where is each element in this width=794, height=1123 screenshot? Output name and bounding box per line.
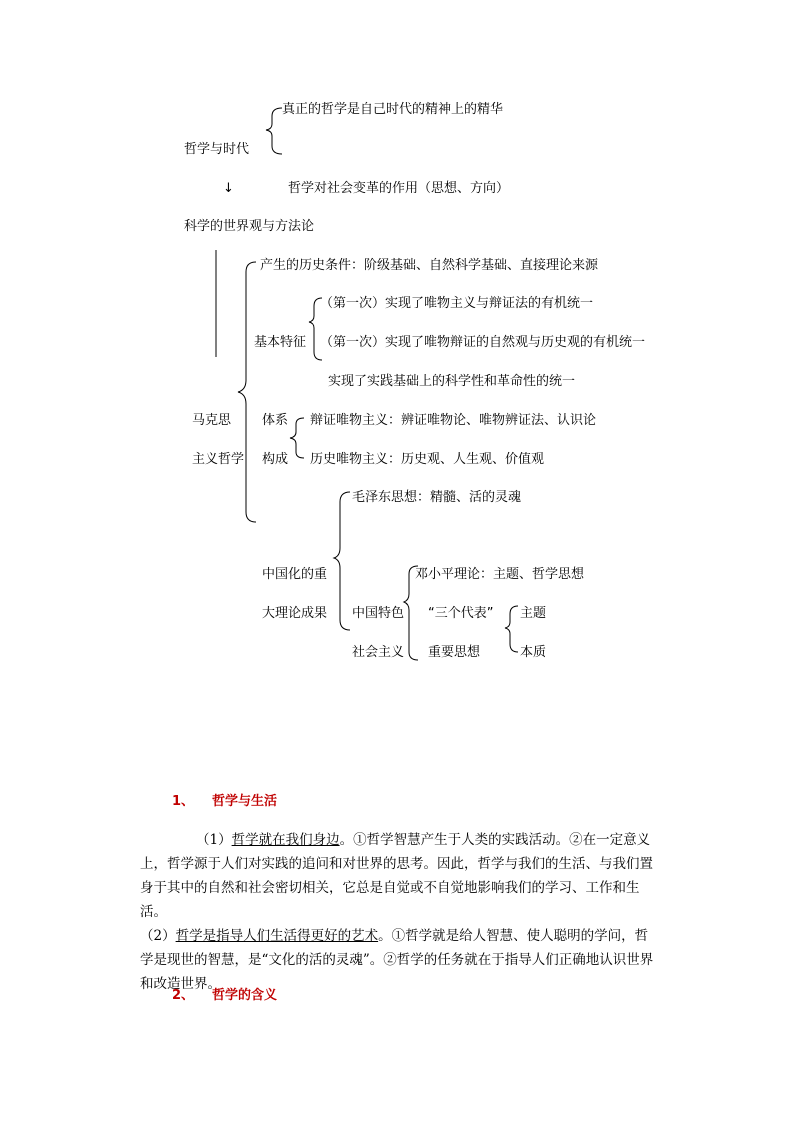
unity2-text: （第一次）实现了唯物辩证的自然观与历史观的有机统一 — [320, 335, 646, 350]
paragraph-2 — [140, 924, 660, 996]
section-1-body — [140, 828, 660, 996]
marxism-label-2: 主义哲学 — [192, 452, 245, 467]
brace-phil-time — [266, 108, 282, 154]
theme-text: 主题 — [520, 606, 547, 621]
section-2-number: 2、 — [172, 988, 195, 1003]
paragraph-1 — [140, 828, 660, 924]
section-2-heading — [172, 988, 277, 1004]
chinese-label-1: 中国特色 — [352, 606, 405, 621]
mao-text: 毛泽东思想：精髓、活的灵魂 — [352, 490, 522, 505]
section-1-title: 哲学与生活 — [212, 794, 278, 809]
worldview-text: 科学的世界观与方法论 — [184, 219, 315, 234]
phil-time-label: 哲学与时代 — [184, 142, 250, 157]
important-thought-text: 重要思想 — [428, 645, 481, 660]
three-represents-text: “三个代表” — [428, 606, 494, 621]
sinicized-label-1: 中国化的重 — [262, 567, 328, 582]
dialectical-text: 辩证唯物主义：辨证唯物论、唯物辨证法、认识论 — [310, 413, 597, 428]
system-label-1: 体系 — [262, 413, 289, 428]
essence-text: 真正的哲学是自己时代的精神上的精华 — [282, 102, 504, 117]
section-1-heading — [172, 794, 277, 810]
brace-marxism — [238, 262, 256, 522]
brace-system — [290, 418, 304, 458]
brace-sinicized — [334, 492, 350, 630]
historical-text: 历史唯物主义：历史观、人生观、价值观 — [310, 452, 545, 467]
section-1-number: 1、 — [172, 794, 195, 809]
p1-underline: 哲学就在我们身边 — [231, 832, 340, 848]
p1-prefix: （1） — [196, 832, 232, 848]
conditions-text: 产生的历史条件：阶级基础、自然科学基础、直接理论来源 — [260, 258, 599, 273]
unity1-text: （第一次）实现了唯物主义与辩证法的有机统一 — [320, 296, 594, 311]
p2-prefix: （2） — [140, 928, 176, 944]
p2-rest: 。①哲学就是给人智慧、使人聪明的学问，哲学是现世的智慧，是“文化的活的灵魂”。②哲学的任务就在于指导人们正确地认识世界和改造世界。 — [140, 928, 654, 992]
marxism-label-1: 马克思 — [192, 413, 232, 428]
section-2-title: 哲学的含义 — [212, 988, 278, 1003]
p2-underline: 哲学是指导人们生活得更好的艺术 — [175, 928, 379, 944]
deng-text: 邓小平理论：主题、哲学思想 — [415, 567, 585, 582]
unity3-text: 实现了实践基础上的科学性和革命性的统一 — [328, 374, 576, 389]
brace-three — [505, 606, 518, 652]
system-label-2: 构成 — [262, 452, 289, 467]
chinese-label-2: 社会主义 — [352, 645, 405, 660]
essence2-text: 本质 — [520, 645, 547, 660]
sinicized-label-2: 大理论成果 — [262, 606, 328, 621]
society-role-text: 哲学对社会变革的作用（思想、方向） — [288, 181, 510, 196]
down-arrow: ↓ — [223, 181, 234, 196]
p1-rest: 。①哲学智慧产生于人类的实践活动。②在一定意义上，哲学源于人们对实践的追问和对世界的思考。因此，哲学与我们的生活、与我们置身于其中的自然和社会密切相关，它总是自觉或不自觉地影响我们的学习、工作和生活。 — [140, 832, 653, 920]
basic-feature-label: 基本特征 — [254, 335, 307, 350]
